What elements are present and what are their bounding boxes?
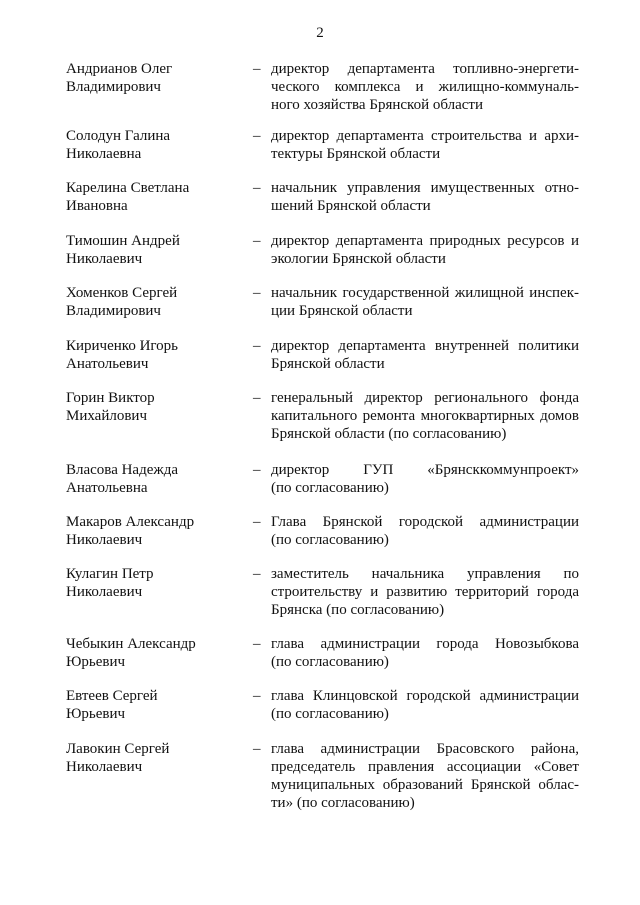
member-name-line: Кулагин Петр [66,566,154,582]
dash-separator: – [253,390,261,406]
member-name-line: Владимирович [66,79,161,95]
member-role-line: директор департамента природных ресурсов и [271,233,579,249]
member-name-line: Владимирович [66,303,161,319]
member-role-line: шений Брянской области [271,198,431,214]
dash-separator: – [253,688,261,704]
member-role [271,127,579,163]
member-role [271,337,579,373]
member-name-line: Николаевна [66,146,142,162]
member-name [66,389,246,425]
member-role-line: Брянской области [271,356,385,372]
member-role-line: ции Брянской области [271,303,413,319]
member-name-line: Тимошин Андрей [66,233,180,249]
member-name-line: Евтеев Сергей [66,688,158,704]
member-name [66,127,246,163]
member-role-line: глава Клинцовской городской администрации [271,688,579,704]
dash-separator: – [253,338,261,354]
member-role [271,60,579,114]
dash-separator: – [253,514,261,530]
member-role [271,740,579,812]
member-role-line: Брянска (по согласованию) [271,602,445,618]
member-role [271,284,579,320]
member-name-line: Власова Надежда [66,462,179,478]
member-role-line: Глава Брянской городской администрации [271,514,579,530]
dash-separator: – [253,128,261,144]
member-name-line: Николаевич [66,759,143,775]
member-role-line: заместитель начальника управления по [271,566,579,582]
member-name-line: Макаров Александр [66,514,195,530]
member-role-line: (по согласованию) [271,654,389,670]
member-role-line: генеральный директор регионального фонда [271,390,579,406]
member-name [66,687,246,723]
member-role-line: глава администрации города Новозыбкова [271,636,579,652]
member-role-line: Брянской области (по согласованию) [271,426,507,442]
member-name [66,60,246,96]
member-name-line: Николаевич [66,532,143,548]
member-role-line: начальник государственной жилищной инспек- [271,285,579,301]
dash-separator: – [253,180,261,196]
member-role-line: ческого комплекса и жилищно-коммуналь- [271,79,579,95]
member-role-line: тектуры Брянской области [271,146,441,162]
member-name-line: Кириченко Игорь [66,338,179,354]
member-name [66,284,246,320]
member-role-line: ти» (по согласованию) [271,795,415,811]
member-role [271,635,579,671]
dash-separator: – [253,285,261,301]
dash-separator: – [253,636,261,652]
member-name-line: Хоменков Сергей [66,285,178,301]
member-role [271,513,579,549]
member-role-line: капитального ремонта многоквартирных домов [271,408,579,424]
member-role [271,232,579,268]
page-number: 2 [316,25,324,41]
dash-separator: – [253,741,261,757]
member-name-line: Юрьевич [66,654,126,670]
member-name-line: Николаевич [66,584,143,600]
member-name [66,461,246,497]
member-name-line: Юрьевич [66,706,126,722]
member-name [66,232,246,268]
member-name [66,635,246,671]
member-role-line: директор департамента строительства и архи- [271,128,579,144]
member-name-line: Горин Виктор [66,390,155,406]
member-role [271,687,579,723]
member-role-line: директор департамента внутренней политики [271,338,579,354]
dash-separator: – [253,566,261,582]
member-role [271,461,579,497]
member-name [66,179,246,215]
dash-separator: – [253,233,261,249]
member-name-line: Николаевич [66,251,143,267]
member-name-line: Лавокин Сергей [66,741,170,757]
member-role [271,389,579,443]
member-role-line: директор ГУП «Брянсккоммунпроект» [271,462,579,478]
member-name [66,337,246,373]
member-role-line: директор департамента топливно-энергети- [271,61,579,77]
dash-separator: – [253,462,261,478]
member-name-line: Солодун Галина [66,128,171,144]
member-name-line: Ивановна [66,198,128,214]
dash-separator: – [253,61,261,77]
member-name-line: Чебыкин Александр [66,636,196,652]
member-role [271,565,579,619]
member-role-line: председатель правления ассоциации «Совет [271,759,579,775]
member-role-line: (по согласованию) [271,532,389,548]
member-name-line: Анатольевич [66,356,149,372]
member-role [271,179,579,215]
member-role-line: глава администрации Брасовского района, [271,741,579,757]
member-name-line: Михайлович [66,408,147,424]
member-role-line: начальник управления имущественных отно- [271,180,579,196]
member-role-line: ного хозяйства Брянской области [271,97,483,113]
member-role-line: муниципальных образований Брянской облас- [271,777,579,793]
member-name-line: Карелина Светлана [66,180,190,196]
member-role-line: строительству и развитию территорий города [271,584,579,600]
member-role-line: (по согласованию) [271,706,389,722]
member-name-line: Анатольевна [66,480,148,496]
member-name-line: Андрианов Олег [66,61,173,77]
member-name [66,740,246,776]
member-name [66,513,246,549]
member-name [66,565,246,601]
member-role-line: экологии Брянской области [271,251,446,267]
member-role-line: (по согласованию) [271,480,389,496]
